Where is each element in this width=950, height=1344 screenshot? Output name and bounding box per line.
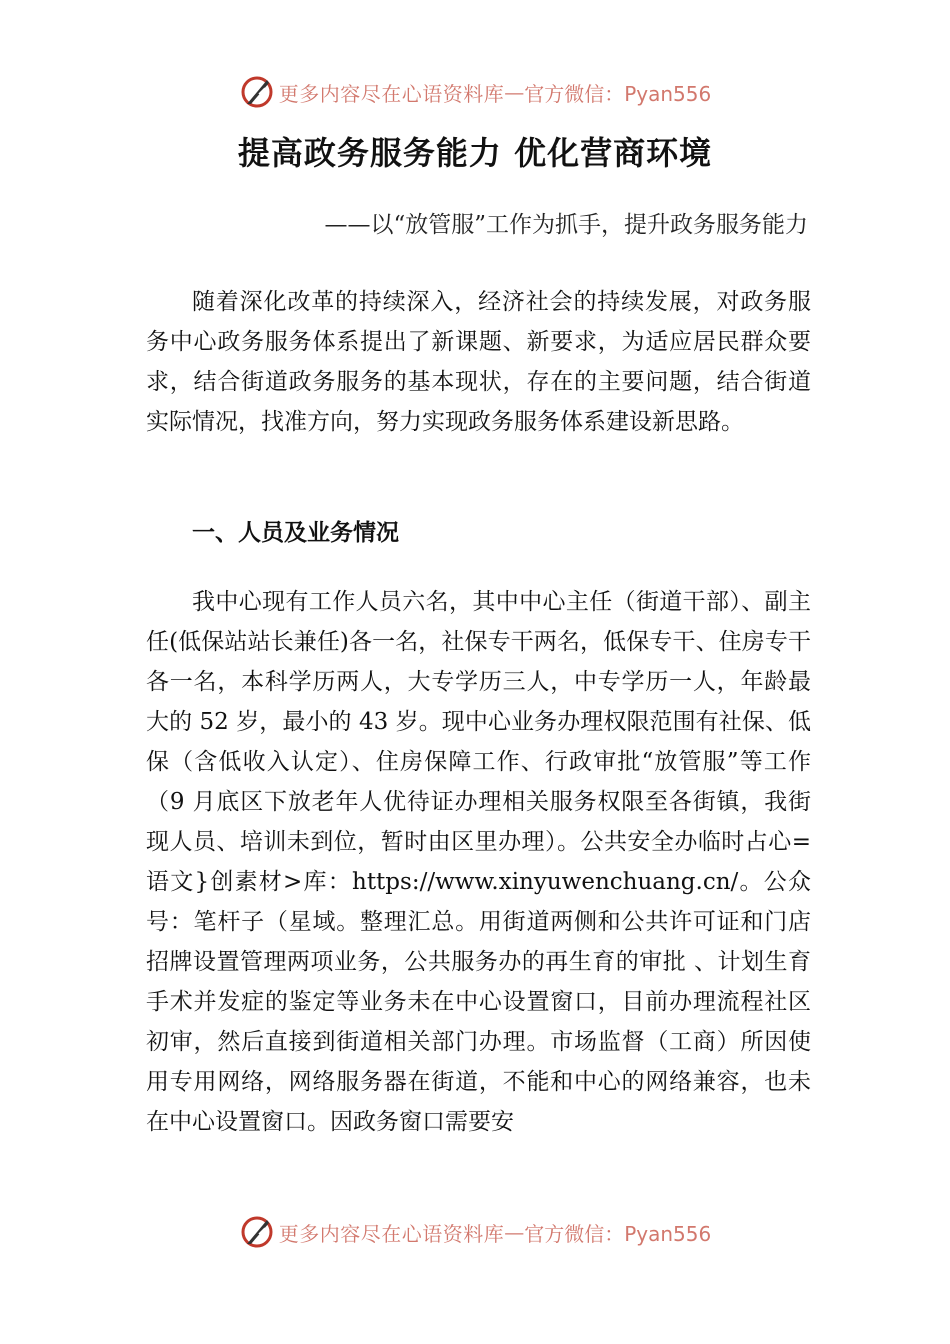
quill-logo-icon bbox=[239, 1214, 275, 1250]
banner-text: 更多内容尽在心语资料库 bbox=[278, 1221, 505, 1246]
footer-banner bbox=[0, 1212, 950, 1252]
document-title: 提高政务服务能力 优化营商环境 bbox=[237, 134, 713, 172]
banner-separator: — bbox=[504, 1220, 525, 1244]
paragraph-staff: 我中心现有工作人员六名，其中中心主任（街道干部）、副主任(低保站站长兼任)各一名，社保专干两名，低保专干、住房专干各一名，本科学历两人，大专学历三人，中专学历一人，年龄最大的 52 岁，最小的 43 岁。现中心业务办理权限范围有社保、低保（含低收入认定）、住房保障工作、行政审批“放管服”等工作（9 月底区下放老年人优待证办理相关服务权限至各街镇，我街现人员、培训未到位，暂时由区里办理）。公共安全办临时占心=语文}创素材>库：https://www.xinyuwenchuang.cn/。公众号：笔杆子（星域。整理汇总。用街道两侧和公共许可证和门店招牌设置管理两项业务，公共服务办的再生育的审批 、计划生育手术并发症的鉴定等业务未在中心设置窗口，目前办理流程社区初审，然后直接到街道相关部门办理。市场监督（工商）所因使用专用网络，网络服务器在街道，不能和中心的网络兼容，也未在中心设置窗口。因政务窗口需要安 bbox=[146, 589, 811, 1135]
banner-wechat: 官方微信：Pyan556 bbox=[524, 81, 712, 106]
document-subtitle: ——以“放管服”工作为抓手，提升政务服务能力 bbox=[324, 212, 808, 238]
paragraph-intro: 随着深化改革的持续深入，经济社会的持续发展，对政务服务中心政务服务体系提出了新课题、新要求，为适应居民群众要求，结合街道政务服务的基本现状，存在的主要问题，结合街道实际情况，找准方向，努力实现政务服务体系建设新思路。 bbox=[146, 289, 811, 435]
banner-text: 更多内容尽在心语资料库 bbox=[278, 81, 505, 106]
banner-separator: — bbox=[504, 80, 525, 104]
quill-logo-icon bbox=[239, 74, 275, 110]
section-heading: 一、人员及业务情况 bbox=[192, 520, 399, 546]
banner-wechat: 官方微信：Pyan556 bbox=[524, 1221, 712, 1246]
header-banner bbox=[0, 72, 950, 112]
